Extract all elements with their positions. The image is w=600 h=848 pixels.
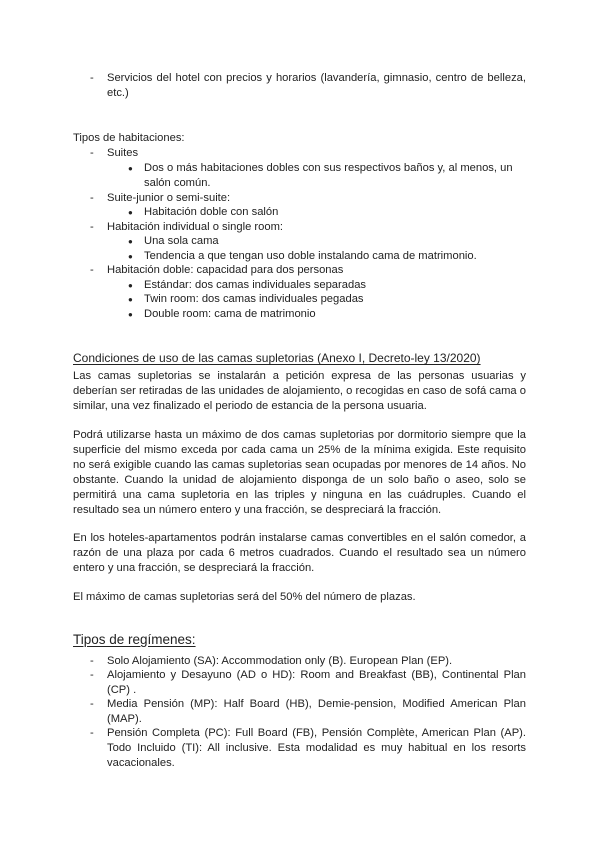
list-item-text: Solo Alojamiento (SA): Accommodation only (B). European Plan (EP). <box>107 655 453 667</box>
sub-item-text: Una sola cama <box>144 235 219 247</box>
list-item-text: Servicios del hotel con precios y horarios (lavandería, gimnasio, centro de belleza, etc.) <box>107 72 526 99</box>
sub-item-text: Tendencia a que tengan uso doble instalando cama de matrimonio. <box>144 250 477 262</box>
room-types-title: Tipos de habitaciones: <box>73 132 185 144</box>
dash-marker: - <box>90 221 94 233</box>
bullet-marker: ● <box>128 208 133 217</box>
sub-item-text: Twin room: dos camas individuales pegadas <box>144 293 364 305</box>
dash-marker: - <box>90 669 94 681</box>
dash-marker: - <box>90 192 94 204</box>
bullet-marker: ● <box>128 164 133 173</box>
sub-item-text: Estándar: dos camas individuales separadas <box>144 279 367 291</box>
list-item-text: Habitación doble: capacidad para dos personas <box>107 264 344 276</box>
dash-marker: - <box>90 264 94 276</box>
list-item-text: Habitación individual o single room: <box>107 221 283 233</box>
bullet-marker: ● <box>128 252 133 261</box>
bullet-marker: ● <box>128 295 133 304</box>
bullet-marker: ● <box>128 237 133 246</box>
extra-beds-heading: Condiciones de uso de las camas supletorias (Anexo I, Decreto-ley 13/2020) <box>73 351 481 365</box>
extra-beds-paragraph-1: Las camas supletorias se instalarán a petición expresa de las personas usuarias y deberían ser retiradas de las unidades de alojamiento, o recogidas en caso de sofá cama o similar, una vez finalizado el periodo de estancia de la persona usuaria. <box>73 370 526 412</box>
list-item-text: Suite-junior o semi-suite: <box>107 192 231 204</box>
dash-marker: - <box>90 147 94 159</box>
sub-item-text: Dos o más habitaciones dobles con sus respectivos baños y, al menos, un salón común. <box>144 162 513 189</box>
extra-beds-paragraph-3: En los hoteles-apartamentos podrán instalarse camas convertibles en el salón comedor, a razón de una plaza por cada 6 metros cuadrados. Cuando el resultado sea un número entero y una fracción, se despreciará la fracción. <box>73 532 526 574</box>
dash-marker: - <box>90 72 94 84</box>
list-item-text: Pensión Completa (PC): Full Board (FB), Pensión Complète, American Plan (AP). Todo Incluido (TI): All inclusive. Esta modalidad es muy habitual en los resorts vacacionales. <box>107 727 526 769</box>
dash-marker: - <box>90 698 94 710</box>
sub-item-text: Habitación doble con salón <box>144 206 279 218</box>
extra-beds-paragraph-4: El máximo de camas supletorias será del 50% del número de plazas. <box>73 591 416 603</box>
list-item-text: Alojamiento y Desayuno (AD o HD): Room and Breakfast (BB), Continental Plan (CP) . <box>107 669 526 696</box>
list-item-text: Suites <box>107 147 139 159</box>
dash-marker: - <box>90 727 94 739</box>
bullet-marker: ● <box>128 310 133 319</box>
bullet-marker: ● <box>128 281 133 290</box>
dash-marker: - <box>90 655 94 667</box>
list-item-text: Media Pensión (MP): Half Board (HB), Demie-pension, Modified American Plan (MAP). <box>107 698 526 725</box>
regimes-heading: Tipos de regímenes: <box>73 632 196 647</box>
sub-item-text: Double room: cama de matrimonio <box>144 308 316 320</box>
extra-beds-paragraph-2: Podrá utilizarse hasta un máximo de dos camas supletorias por dormitorio siempre que la superficie del mismo exceda por cada cama un 25% de la mínima exigida. Este requisito no será exigible cuando las camas supletorias sean ocupadas por menores de 14 años. No obstante. Cuando la unidad de alojamiento disponga de un solo baño o aseo, solo se permitirá una cama supletoria en las triples y ninguna en las cuádruples. Cuando el resultado sea un número entero y una fracción, se despreciará la fracción. <box>73 429 526 516</box>
